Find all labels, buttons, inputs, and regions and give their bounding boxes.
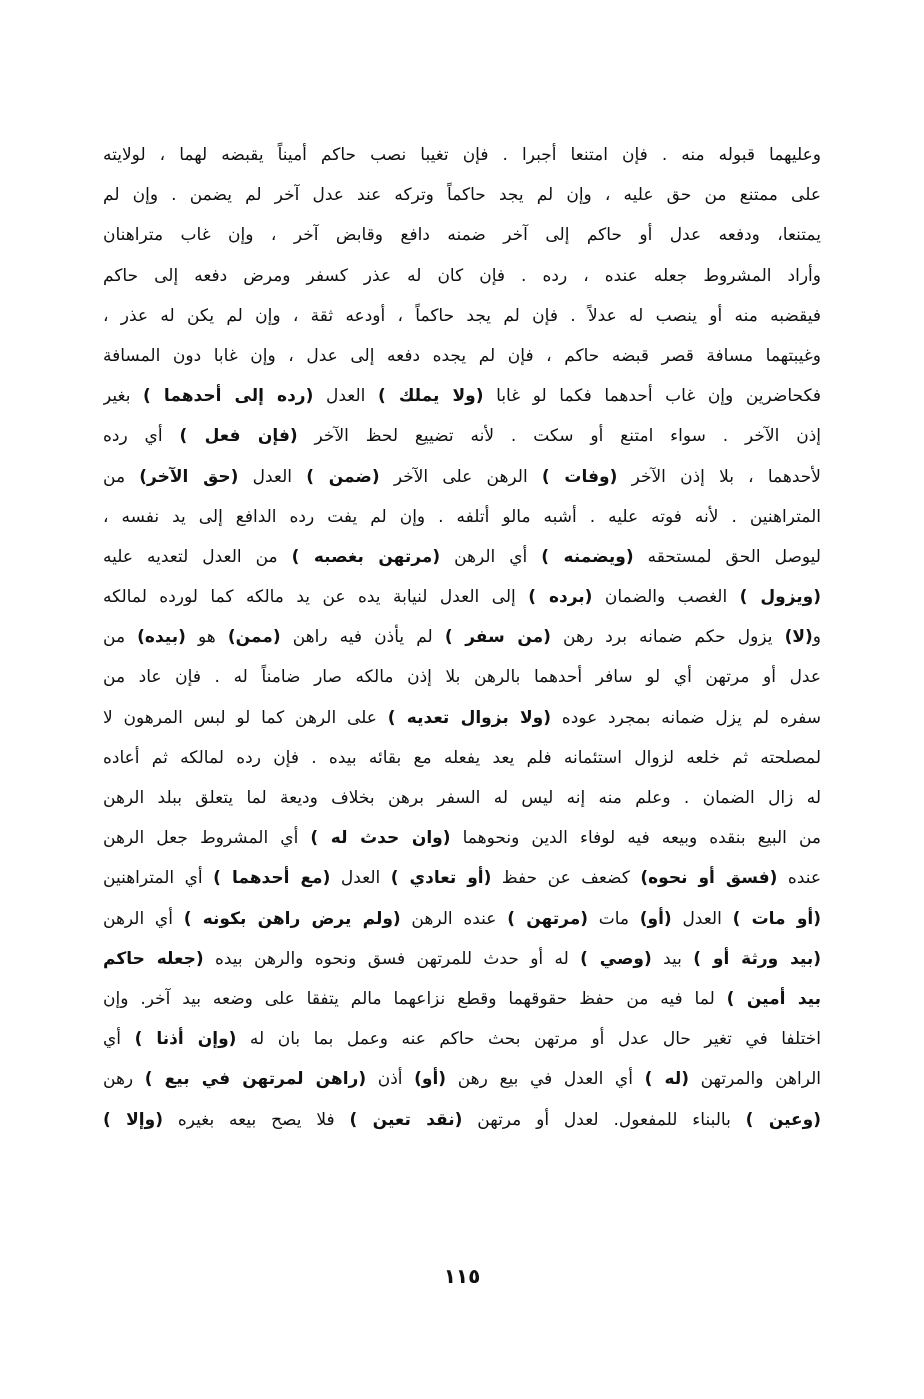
matn-text: (نقد تعين ) xyxy=(349,1109,463,1130)
sharh-text: كضعف عن حفظ xyxy=(491,868,641,889)
matn-text: (وان حدث له ) xyxy=(310,828,451,849)
text-line xyxy=(103,497,821,537)
sharh-text: مات xyxy=(588,908,640,929)
text-line xyxy=(103,537,821,577)
sharh-text: لأحدهما ، بلا إذن الآخر xyxy=(617,466,821,487)
matn-text: (وصي ) xyxy=(580,948,652,969)
sharh-text: العدل xyxy=(238,466,307,487)
text-line xyxy=(103,657,821,697)
matn-text: (ولا يملك ) xyxy=(377,386,484,407)
matn-text: (وإن أذنا ) xyxy=(134,1029,237,1050)
matn-text: (له ) xyxy=(644,1069,689,1090)
matn-text: (برده ) xyxy=(528,587,593,608)
sharh-text: بيد xyxy=(651,948,694,969)
sharh-text: يزول حكم ضمانه برد رهن xyxy=(550,627,785,648)
text-line xyxy=(103,577,821,617)
text-line xyxy=(103,979,821,1019)
sharh-text: الرهن على الآخر xyxy=(379,466,542,487)
sharh-text: وأراد المشروط جعله عنده ، رده . فإن كان له عذر كسفر ومرض دفعه إلى حاكم xyxy=(103,265,821,286)
page-number: ١١٥ xyxy=(443,1264,481,1288)
matn-text: (أو تعادي ) xyxy=(390,868,492,889)
sharh-text: بالبناء للمفعول. لعدل أو مرتهن xyxy=(462,1109,746,1130)
matn-text: (ويزول ) xyxy=(739,587,821,608)
text-line xyxy=(103,899,821,939)
matn-text: (وعين ) xyxy=(745,1109,821,1130)
sharh-text: رهن xyxy=(103,1069,145,1090)
matn-text: (ويضمنه ) xyxy=(541,546,634,567)
sharh-text: أي رده xyxy=(103,426,180,447)
matn-text: (فإن فعل ) xyxy=(179,426,298,447)
text-line xyxy=(103,617,821,657)
matn-text: (رده إلى أحدهما ) xyxy=(143,386,314,407)
sharh-text: أذن xyxy=(366,1069,415,1090)
text-line xyxy=(103,1019,821,1059)
sharh-text: على الرهن كما لو لبس المرهون لا xyxy=(103,707,388,728)
sharh-text: الراهن والمرتهن xyxy=(688,1069,821,1090)
sharh-text: لم يأذن فيه راهن xyxy=(280,627,445,648)
sharh-text: العدل xyxy=(330,868,391,889)
matn-text: (لا) xyxy=(784,627,813,648)
matn-text: (بيد ورثة أو ) xyxy=(693,948,821,969)
matn-text: (ولا بزوال تعديه ) xyxy=(387,707,552,728)
matn-text: (أو) xyxy=(639,908,672,929)
text-line xyxy=(103,416,821,456)
text-line xyxy=(103,336,821,376)
text-line xyxy=(103,858,821,898)
sharh-text: المتراهنين . لأنه فوته عليه . أشبه مالو أتلفه . وإن لم يفت رده الدافع إلى يد نفسه ، xyxy=(103,506,821,527)
text-line xyxy=(103,215,821,255)
matn-text: (راهن لمرتهن في بيع ) xyxy=(144,1069,367,1090)
sharh-text: من xyxy=(103,627,138,648)
sharh-text: أي الرهن xyxy=(103,908,184,929)
matn-text: (مرتهن ) xyxy=(507,908,588,929)
matn-text: (جعله حاكم xyxy=(103,948,204,969)
text-line xyxy=(103,135,821,175)
sharh-text: إلى العدل لنيابة يده عن يد مالكه كما لورده لمالكه xyxy=(103,587,529,608)
sharh-text: عنده xyxy=(777,868,821,889)
matn-text: (حق الآخر) xyxy=(139,466,239,487)
sharh-text: أي المتراهنين xyxy=(103,868,214,889)
sharh-text: لما فيه من حفظ حقوقهما وقطع نزاعهما مالم يتفقا على وضعه بيد آخر. وإن xyxy=(103,988,727,1009)
text-line xyxy=(103,939,821,979)
sharh-text: ليوصل الحق لمستحقه xyxy=(633,546,821,567)
sharh-text: فلا يصح بيعه بغيره xyxy=(162,1109,350,1130)
sharh-text: له زال الضمان . وعلم منه إنه ليس له السفر برهن بخلاف وديعة لما يتعلق ببلد الرهن xyxy=(103,788,821,808)
matn-text: (أو) xyxy=(414,1069,447,1090)
sharh-text: عدل أو مرتهن أي لو سافر أحدهما بالرهن بلا إذن مالكه صار ضامناً له . فإن عاد من xyxy=(103,667,821,688)
matn-text: (مع أحدهما ) xyxy=(213,868,331,889)
matn-text: (أو مات ) xyxy=(732,908,821,929)
text-line xyxy=(103,175,821,215)
text-line xyxy=(103,376,821,416)
text-line xyxy=(103,457,821,497)
sharh-text: هو xyxy=(185,627,228,648)
sharh-text: من xyxy=(103,466,140,487)
sharh-text: فكحاضرين وإن غاب أحدهما فكما لو غابا xyxy=(483,386,821,407)
text-line xyxy=(103,296,821,336)
sharh-text: العدل xyxy=(671,908,733,929)
text-line xyxy=(103,698,821,738)
sharh-text: وغيبتهما مسافة قصر قبضه حاكم ، فإن لم يجده دفعه إلى عدل ، وإن غابا دون المسافة xyxy=(103,345,821,366)
sharh-text: إذن الآخر . سواء امتنع أو سكت . لأنه تضييع لحظ الآخر xyxy=(297,426,821,447)
text-line xyxy=(103,778,821,818)
matn-text: (ضمن ) xyxy=(306,466,380,487)
matn-text: (مرتهن بغصبه ) xyxy=(291,546,441,567)
sharh-text: بغير xyxy=(103,386,144,407)
sharh-text: عنده الرهن xyxy=(400,908,508,929)
sharh-text: من البيع بنقده وبيعه فيه لوفاء الدين ونحوهما xyxy=(450,828,821,849)
text-line xyxy=(103,738,821,778)
matn-text: (ممن) xyxy=(227,627,281,648)
matn-text: (بيده) xyxy=(137,627,186,648)
sharh-text: أي العدل في بيع رهن xyxy=(446,1069,645,1090)
sharh-text: أي xyxy=(103,1029,135,1050)
sharh-text: على ممتنع من حق عليه ، وإن لم يجد حاكماً وتركه عند عدل آخر لم يضمن . وإن لم xyxy=(103,185,821,206)
text-line xyxy=(103,256,821,296)
matn-text: (وفات ) xyxy=(541,466,618,487)
text-line xyxy=(103,1059,821,1099)
sharh-text: فيقضبه منه أو ينصب له عدلاً . فإن لم يجد حاكماً ، أودعه ثقة ، وإن لم يكن له عذر ، xyxy=(103,305,821,326)
matn-text: بيد أمين ) xyxy=(726,988,821,1009)
sharh-text: سفره لم يزل ضمانه بمجرد عوده xyxy=(551,707,821,728)
sharh-text: أي المشروط جعل الرهن xyxy=(103,828,311,849)
matn-text: (فسق أو نحوه) xyxy=(640,868,778,889)
sharh-text: وعليهما قبوله منه . فإن امتنعا أجبرا . فإن تغيبا نصب حاكم أميناً يقبضه لهما ، لولايته xyxy=(103,145,821,165)
sharh-text: له أو حدث للمرتهن فسق ونحوه والرهن بيده xyxy=(203,948,581,969)
sharh-text: من العدل لتعديه عليه xyxy=(103,546,292,567)
sharh-text: و xyxy=(812,627,821,648)
sharh-text: اختلفا في تغير حال عدل أو مرتهن بحث حاكم عنه وعمل بما بان له xyxy=(236,1029,821,1050)
sharh-text: لمصلحته ثم خلعه لزوال استئمانه فلم يعد يفعله مع بقائه بيده . فإن رده لمالكه ثم أعاده xyxy=(103,747,821,768)
matn-text: (وإلا ) xyxy=(103,1109,163,1130)
page-body xyxy=(103,135,821,1140)
sharh-text: العدل xyxy=(313,386,378,407)
sharh-text: أي الرهن xyxy=(440,546,542,567)
text-line xyxy=(103,818,821,858)
text-line xyxy=(103,1100,821,1140)
matn-text: (من سفر ) xyxy=(444,627,551,648)
sharh-text: الغصب والضمان xyxy=(592,587,740,608)
sharh-text: يمتنعا، ودفعه عدل أو حاكم إلى آخر ضمنه دافع وقابض آخر ، وإن غاب متراهنان xyxy=(103,225,821,246)
matn-text: (ولم يرض راهن بكونه ) xyxy=(183,908,401,929)
